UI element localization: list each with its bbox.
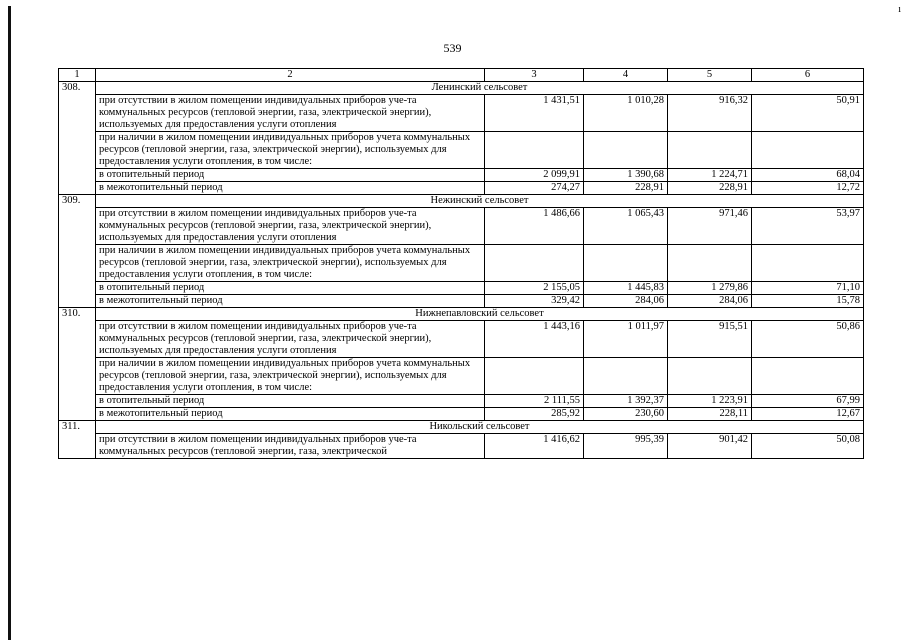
empty-cell <box>584 358 668 395</box>
section-header-row <box>59 82 864 95</box>
value-cell: 329,42 <box>485 295 584 308</box>
row-description: при наличии в жилом помещении индивидуальных приборов учета коммунальных ресурсов (тепловой энергии, газа, электрической энергии), используемых для предоставления услуги отопления, в том числе: <box>96 132 485 169</box>
tariff-table <box>58 68 864 459</box>
value-cell: 1 223,91 <box>668 395 752 408</box>
empty-cell <box>752 132 864 169</box>
value-cell: 2 155,05 <box>485 282 584 295</box>
empty-cell <box>485 358 584 395</box>
table-row <box>59 208 864 245</box>
row-description: при отсутствии в жилом помещении индивидуальных приборов уче-та коммунальных ресурсов (тепловой энергии, газа, электрической энергии), используемых для предоставления услуги отопления <box>96 208 485 245</box>
row-label: в отопительный период <box>96 169 485 182</box>
value-cell: 228,11 <box>668 408 752 421</box>
value-cell: 915,51 <box>668 321 752 358</box>
table-row <box>59 245 864 282</box>
header-cell-5: 5 <box>668 69 752 82</box>
value-cell: 1 011,97 <box>584 321 668 358</box>
value-cell: 1 224,71 <box>668 169 752 182</box>
empty-cell <box>584 132 668 169</box>
value-cell: 1 416,62 <box>485 434 584 459</box>
value-cell: 68,04 <box>752 169 864 182</box>
value-cell: 971,46 <box>668 208 752 245</box>
header-cell-1: 1 <box>59 69 96 82</box>
empty-cell <box>668 358 752 395</box>
row-description: при отсутствии в жилом помещении индивидуальных приборов уче-та коммунальных ресурсов (тепловой энергии, газа, электрической <box>96 434 485 459</box>
empty-cell <box>668 245 752 282</box>
value-cell: 2 099,91 <box>485 169 584 182</box>
empty-cell <box>668 132 752 169</box>
row-label: в межотопительный период <box>96 182 485 195</box>
table-row <box>59 95 864 132</box>
table-row <box>59 395 864 408</box>
value-cell: 50,91 <box>752 95 864 132</box>
value-cell: 284,06 <box>584 295 668 308</box>
value-cell: 901,42 <box>668 434 752 459</box>
value-cell: 1 390,68 <box>584 169 668 182</box>
value-cell: 1 010,28 <box>584 95 668 132</box>
value-cell: 285,92 <box>485 408 584 421</box>
page-number: 539 <box>443 41 462 55</box>
table-row <box>59 132 864 169</box>
section-number: 309. <box>59 195 96 308</box>
value-cell: 995,39 <box>584 434 668 459</box>
table-row <box>59 182 864 195</box>
value-cell: 12,72 <box>752 182 864 195</box>
value-cell: 15,78 <box>752 295 864 308</box>
value-cell: 2 111,55 <box>485 395 584 408</box>
value-cell: 1 445,83 <box>584 282 668 295</box>
corner-mark: ı <box>898 4 901 15</box>
table-row <box>59 282 864 295</box>
value-cell: 1 279,86 <box>668 282 752 295</box>
section-number: 308. <box>59 82 96 195</box>
section-header-row <box>59 195 864 208</box>
table-row <box>59 434 864 459</box>
section-name: Нижнепавловский сельсовет <box>96 308 864 321</box>
value-cell: 916,32 <box>668 95 752 132</box>
value-cell: 53,97 <box>752 208 864 245</box>
section-name: Нежинский сельсовет <box>96 195 864 208</box>
value-cell: 230,60 <box>584 408 668 421</box>
value-cell: 1 431,51 <box>485 95 584 132</box>
row-label: в межотопительный период <box>96 295 485 308</box>
row-label: в отопительный период <box>96 395 485 408</box>
tariff-table-body <box>59 69 864 459</box>
value-cell: 1 065,43 <box>584 208 668 245</box>
value-cell: 12,67 <box>752 408 864 421</box>
value-cell: 50,08 <box>752 434 864 459</box>
value-cell: 1 443,16 <box>485 321 584 358</box>
value-cell: 1 392,37 <box>584 395 668 408</box>
section-name: Ленинский сельсовет <box>96 82 864 95</box>
row-description: при отсутствии в жилом помещении индивидуальных приборов уче-та коммунальных ресурсов (тепловой энергии, газа, электрической энергии), используемых для предоставления услуги отопления <box>96 95 485 132</box>
empty-cell <box>752 358 864 395</box>
scan-margin-line <box>8 6 11 640</box>
empty-cell <box>485 132 584 169</box>
empty-cell <box>584 245 668 282</box>
table-row <box>59 295 864 308</box>
row-description: при наличии в жилом помещении индивидуальных приборов учета коммунальных ресурсов (тепловой энергии, газа, электрической энергии), используемых для предоставления услуги отопления, в том числе: <box>96 245 485 282</box>
empty-cell <box>752 245 864 282</box>
table-row <box>59 321 864 358</box>
header-row <box>59 69 864 82</box>
table-row <box>59 358 864 395</box>
row-description: при наличии в жилом помещении индивидуальных приборов учета коммунальных ресурсов (тепловой энергии, газа, электрической энергии), используемых для предоставления услуги отопления, в том числе: <box>96 358 485 395</box>
value-cell: 71,10 <box>752 282 864 295</box>
section-header-row <box>59 421 864 434</box>
table-row <box>59 408 864 421</box>
section-number: 310. <box>59 308 96 421</box>
value-cell: 284,06 <box>668 295 752 308</box>
empty-cell <box>485 245 584 282</box>
row-description: при отсутствии в жилом помещении индивидуальных приборов уче-та коммунальных ресурсов (тепловой энергии, газа, электрической энергии), используемых для предоставления услуги отопления <box>96 321 485 358</box>
section-name: Никольский сельсовет <box>96 421 864 434</box>
header-cell-3: 3 <box>485 69 584 82</box>
value-cell: 274,27 <box>485 182 584 195</box>
header-cell-2: 2 <box>96 69 485 82</box>
value-cell: 228,91 <box>584 182 668 195</box>
header-cell-6: 6 <box>752 69 864 82</box>
table-row <box>59 169 864 182</box>
value-cell: 67,99 <box>752 395 864 408</box>
value-cell: 50,86 <box>752 321 864 358</box>
row-label: в отопительный период <box>96 282 485 295</box>
section-number: 311. <box>59 421 96 459</box>
row-label: в межотопительный период <box>96 408 485 421</box>
header-cell-4: 4 <box>584 69 668 82</box>
value-cell: 1 486,66 <box>485 208 584 245</box>
section-header-row <box>59 308 864 321</box>
value-cell: 228,91 <box>668 182 752 195</box>
